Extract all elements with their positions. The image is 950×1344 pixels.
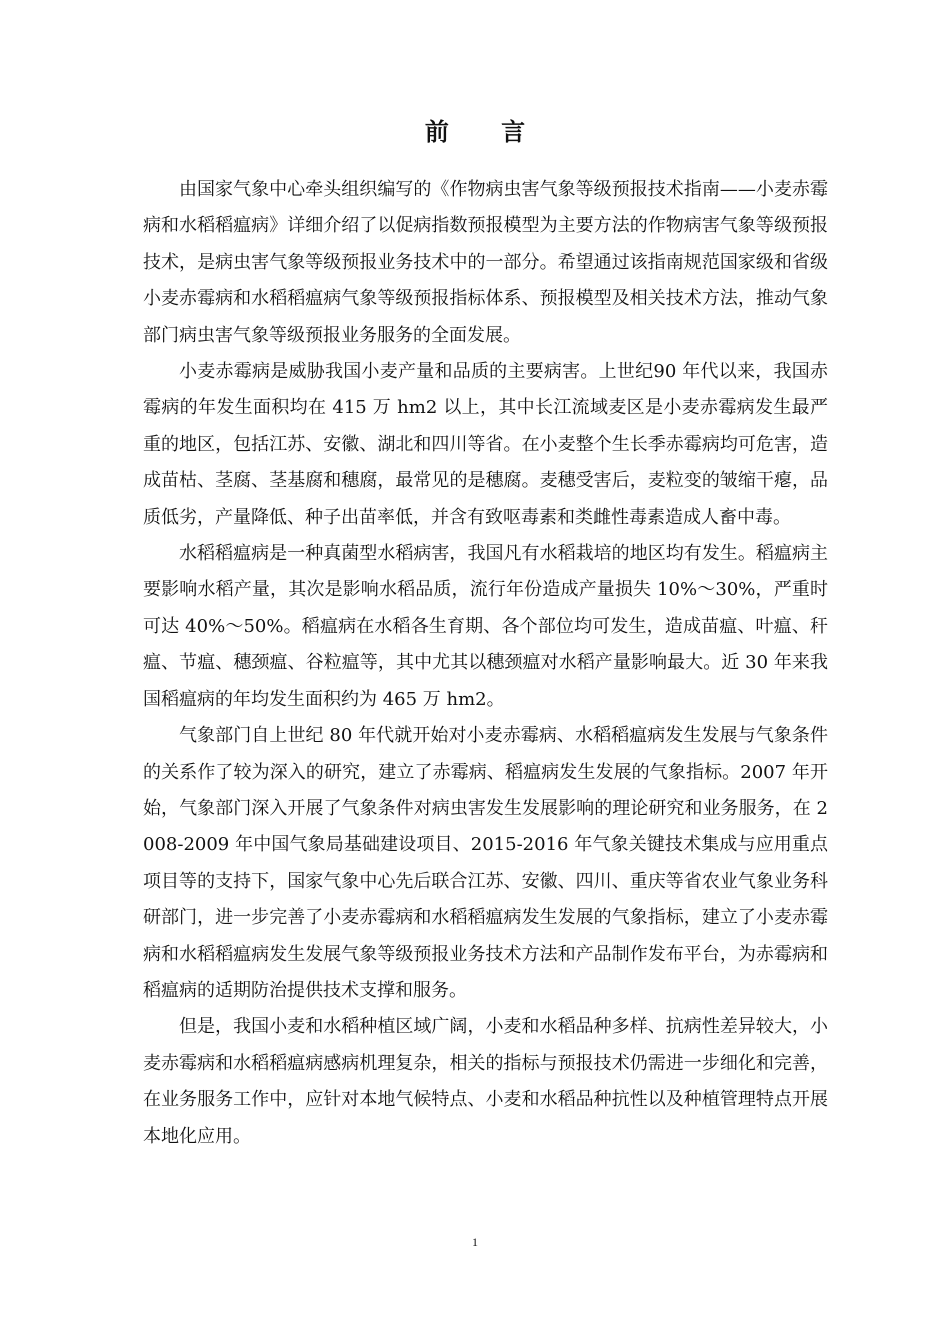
paragraph-4: 气象部门自上世纪 80 年代就开始对小麦赤霉病、水稻稻瘟病发生发展与气象条件的关系作了较为深入的研究，建立了赤霉病、稻瘟病发生发展的气象指标。2007 年开始，气象部门深入开展了气象条件对病虫害发生发展影响的理论研究和业务服务，在 2008-2009 年中国气象局基础建设项目、2015-2016 年气象关键技术集成与应用重点项目等的支持下，国家气象中心先后联合江苏、安徽、四川、重庆等省农业气象业务科研部门，进一步完善了小麦赤霉病和水稻稻瘟病发生发展的气象指标，建立了小麦赤霉病和水稻稻瘟病发生发展气象等级预报业务技术方法和产品制作发布平台，为赤霉病和稻瘟病的适期防治提供技术支撑和服务。 [143,725,828,1001]
paragraph-3: 水稻稻瘟病是一种真菌型水稻病害，我国凡有水稻栽培的地区均有发生。稻瘟病主要影响水稻产量，其次是影响水稻品质，流行年份造成产量损失 10%～30%，严重时可达 40%～50%。稻瘟病在水稻各生育期、各个部位均可发生，造成苗瘟、叶瘟、秆瘟、节瘟、穗颈瘟、谷粒瘟等，其中尤其以穗颈瘟对水稻产量影响最大。近 30 年来我国稻瘟病的年均发生面积约为 465 万 hm2。 [143,543,828,710]
page-number: 1 [472,1235,478,1249]
paragraph-1: 由国家气象中心牵头组织编写的《作物病虫害气象等级预报技术指南——小麦赤霉病和水稻稻瘟病》详细介绍了以促病指数预报模型为主要方法的作物病害气象等级预报技术，是病虫害气象等级预报业务技术中的一部分。希望通过该指南规范国家级和省级小麦赤霉病和水稻稻瘟病气象等级预报指标体系、预报模型及相关技术方法，推动气象部门病虫害气象等级预报业务服务的全面发展。 [143,179,828,346]
paragraph-5: 但是，我国小麦和水稻种植区域广阔，小麦和水稻品种多样、抗病性差异较大，小麦赤霉病和水稻稻瘟病感病机理复杂，相关的指标与预报技术仍需进一步细化和完善，在业务服务工作中，应针对本地气候特点、小麦和水稻品种抗性以及种植管理特点开展本地化应用。 [143,1016,828,1147]
page-title: 前 言 [424,117,548,146]
preface-body [143,172,828,1155]
paragraph-2: 小麦赤霉病是威胁我国小麦产量和品质的主要病害。上世纪90 年代以来，我国赤霉病的年发生面积均在 415 万 hm2 以上，其中长江流域麦区是小麦赤霉病发生最严重的地区，包括江苏、安徽、湖北和四川等省。在小麦整个生长季赤霉病均可危害，造成苗枯、茎腐、茎基腐和穗腐，最常见的是穗腐。麦穗受害后，麦粒变的皱缩干瘪，品质低劣，产量降低、种子出苗率低，并含有致呕毒素和类雌性毒素造成人畜中毒。 [143,361,828,528]
